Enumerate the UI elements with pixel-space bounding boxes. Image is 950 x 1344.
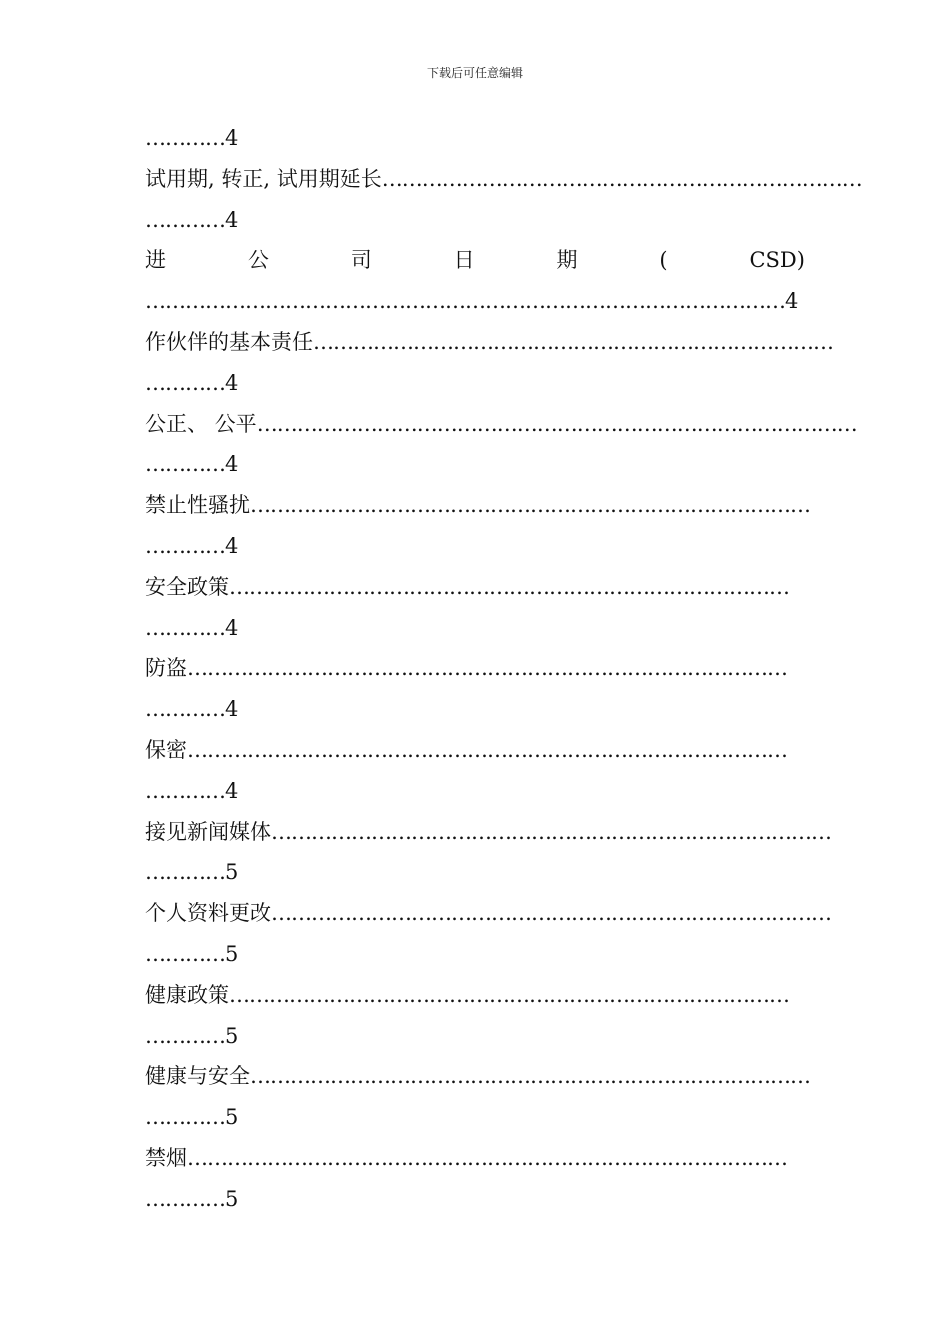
toc-leader-dots: …………: [145, 1105, 225, 1130]
toc-title-part: (: [659, 248, 668, 273]
toc-leader-dots: ………………………………………………………………: [381, 166, 862, 191]
toc-leader-dots: …………: [145, 860, 225, 885]
toc-leader-dots: ………………………………………………………………………………: [187, 656, 787, 681]
toc-leader-dots: ………………………………………………………………………………: [187, 1145, 787, 1170]
toc-line: [145, 934, 805, 975]
toc-page-number: 5: [225, 941, 239, 966]
toc-entry-title: 健康与安全: [145, 1064, 250, 1089]
toc-leader-dots: …………: [145, 533, 225, 558]
toc-entry-title: 公正、 公平: [145, 411, 257, 436]
toc-entry-title: 安全政策: [145, 574, 229, 599]
toc-page-number: 4: [225, 778, 239, 803]
toc-page-number: 4: [785, 289, 799, 314]
toc-leader-dots: …………: [145, 1023, 225, 1048]
table-of-contents: [145, 118, 862, 1220]
toc-line: [145, 363, 805, 404]
toc-page-number: 5: [225, 860, 239, 885]
toc-line: [145, 608, 805, 649]
toc-entry-title: 禁止性骚扰: [145, 493, 250, 518]
toc-leader-dots: ……………………………………………………………………: [313, 329, 833, 354]
toc-leader-dots: ………………………………………………………………………………: [187, 737, 787, 762]
toc-entry-title: 保密: [145, 737, 187, 762]
toc-leader-dots: …………………………………………………………………………: [229, 574, 789, 599]
toc-entry-title: 接见新闻媒体: [145, 819, 271, 844]
toc-leader-dots: …………: [145, 370, 225, 395]
toc-leader-dots: ………………………………………………………………………………: [256, 411, 857, 436]
page-header: 下载后可任意编辑: [426, 66, 523, 80]
toc-entry-title: 健康政策: [145, 982, 229, 1007]
toc-line: [145, 689, 805, 730]
toc-line: [145, 1056, 810, 1097]
toc-leader-dots: …………: [145, 452, 225, 477]
toc-line: [145, 567, 805, 608]
toc-line: [145, 771, 805, 812]
toc-page-number: 4: [225, 126, 239, 150]
toc-title-part: 司: [350, 248, 372, 273]
toc-line: [145, 118, 805, 159]
toc-title-part: 进: [145, 248, 166, 273]
toc-line: [145, 444, 805, 485]
toc-line: [145, 200, 805, 241]
toc-line: [145, 322, 833, 363]
toc-entry-title: 作伙伴的基本责任: [145, 329, 313, 354]
toc-title-part: 日: [453, 248, 475, 273]
toc-line: [145, 812, 831, 853]
toc-line: [145, 1097, 805, 1138]
toc-leader-dots: …………………………………………………………………………: [229, 982, 789, 1007]
toc-line: [145, 159, 862, 200]
toc-page-number: 4: [225, 207, 239, 232]
toc-page-number: 4: [225, 615, 239, 640]
toc-page-number: 5: [225, 1186, 239, 1211]
toc-line: [145, 404, 857, 445]
toc-leader-dots: …………………………………………………………………………: [250, 1064, 810, 1089]
toc-line: [145, 526, 805, 567]
toc-line: [145, 1138, 805, 1179]
toc-leader-dots: …………: [145, 1186, 225, 1211]
toc-line: [145, 281, 805, 322]
toc-entry-title: 禁烟: [145, 1145, 187, 1170]
toc-line: [145, 485, 810, 526]
toc-title-part: 期: [556, 248, 578, 273]
toc-title-part: 公: [247, 248, 269, 273]
toc-leader-dots: …………: [145, 615, 225, 640]
toc-page-number: 4: [225, 452, 239, 477]
toc-line: [145, 648, 805, 689]
toc-leader-dots: …………………………………………………………………………: [250, 493, 810, 518]
toc-page-number: 4: [225, 533, 239, 558]
toc-line: [145, 240, 805, 281]
toc-line: [145, 1179, 805, 1220]
toc-entry-title: [145, 240, 805, 281]
toc-leader-dots: ……………………………………………………………………………………: [145, 289, 785, 314]
toc-line: [145, 730, 805, 771]
toc-entry-title: 防盗: [145, 656, 187, 681]
toc-leader-dots: …………: [145, 697, 225, 722]
toc-page-number: 5: [225, 1105, 239, 1130]
toc-page-number: 4: [225, 697, 239, 722]
toc-leader-dots: …………: [145, 778, 225, 803]
toc-title-part: CSD): [749, 248, 805, 273]
toc-leader-dots: …………………………………………………………………………: [271, 819, 831, 844]
toc-entry-title: 试用期, 转正, 试用期延长: [145, 166, 382, 191]
toc-leader-dots: …………: [145, 207, 225, 232]
toc-leader-dots: …………: [145, 126, 225, 150]
toc-leader-dots: …………………………………………………………………………: [271, 901, 831, 926]
toc-entry-title: 个人资料更改: [145, 901, 271, 926]
toc-line: [145, 1016, 805, 1057]
toc-line: [145, 975, 805, 1016]
toc-line: [145, 852, 805, 893]
toc-leader-dots: …………: [145, 941, 225, 966]
toc-line: [145, 893, 831, 934]
toc-page-number: 4: [225, 370, 239, 395]
toc-page-number: 5: [225, 1023, 239, 1048]
